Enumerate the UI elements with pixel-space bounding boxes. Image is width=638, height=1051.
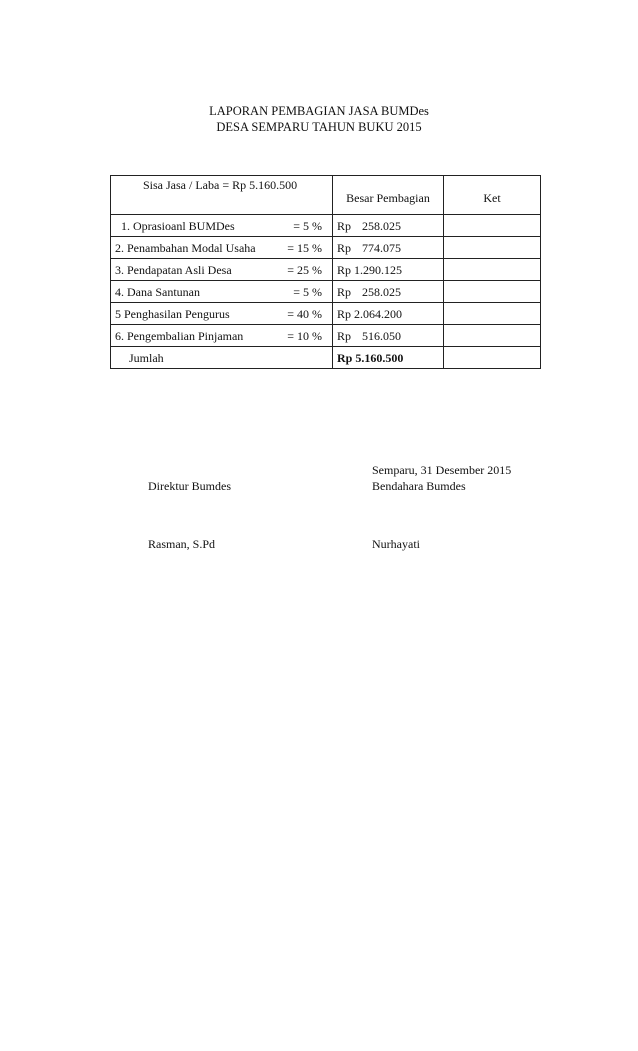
row-amount: 516.050 bbox=[362, 328, 401, 343]
total-label: Jumlah bbox=[129, 350, 164, 365]
header-besar-pembagian: Besar Pembagian bbox=[333, 176, 444, 215]
row-label-cell bbox=[111, 259, 333, 281]
row-amount-cell bbox=[333, 215, 444, 237]
header-ket: Ket bbox=[444, 176, 541, 215]
row-currency: Rp bbox=[337, 306, 352, 321]
row-amount-cell bbox=[333, 281, 444, 303]
row-percent: = 40 % bbox=[287, 306, 322, 321]
report-subtitle: DESA SEMPARU TAHUN BUKU 2015 bbox=[216, 120, 422, 134]
distribution-table bbox=[110, 175, 541, 369]
left-signatory-role: Direktur Bumdes bbox=[148, 479, 231, 493]
row-amount-cell bbox=[333, 237, 444, 259]
table-total-row bbox=[111, 347, 541, 369]
row-percent: = 25 % bbox=[287, 262, 322, 277]
row-ket bbox=[444, 215, 541, 237]
row-label-cell bbox=[111, 215, 333, 237]
row-amount-cell bbox=[333, 259, 444, 281]
row-label-cell bbox=[111, 281, 333, 303]
row-label: 5 Penghasilan Pengurus bbox=[115, 306, 230, 321]
row-ket bbox=[444, 325, 541, 347]
row-amount-cell bbox=[333, 325, 444, 347]
total-label-cell bbox=[111, 347, 333, 369]
header-sisa-jasa: Sisa Jasa / Laba = Rp 5.160.500 bbox=[111, 176, 333, 215]
row-label-cell bbox=[111, 237, 333, 259]
right-signatory-role: Bendahara Bumdes bbox=[372, 479, 466, 493]
row-label: 1. Oprasioanl BUMDes bbox=[121, 218, 235, 233]
report-title: LAPORAN PEMBAGIAN JASA BUMDes bbox=[209, 104, 429, 118]
row-currency: Rp bbox=[337, 240, 352, 255]
row-currency: Rp bbox=[337, 262, 352, 277]
right-signatory-name: Nurhayati bbox=[372, 537, 420, 551]
table-row bbox=[111, 237, 541, 259]
left-signatory-name: Rasman, S.Pd bbox=[148, 537, 216, 551]
row-label: 3. Pendapatan Asli Desa bbox=[115, 262, 232, 277]
row-amount: 2.064.200 bbox=[354, 306, 402, 321]
row-percent: = 5 % bbox=[293, 218, 322, 233]
row-amount-cell bbox=[333, 303, 444, 325]
row-ket bbox=[444, 237, 541, 259]
row-amount: 774.075 bbox=[362, 240, 401, 255]
row-ket bbox=[444, 281, 541, 303]
row-ket bbox=[444, 303, 541, 325]
row-percent: = 10 % bbox=[287, 328, 322, 343]
row-amount: 258.025 bbox=[362, 284, 401, 299]
row-currency: Rp bbox=[337, 328, 352, 343]
row-currency: Rp bbox=[337, 284, 352, 299]
row-label: 4. Dana Santunan bbox=[115, 284, 200, 299]
row-label-cell bbox=[111, 303, 333, 325]
table-row bbox=[111, 281, 541, 303]
table-header-row bbox=[111, 176, 541, 215]
row-label-cell bbox=[111, 325, 333, 347]
row-amount: 258.025 bbox=[362, 218, 401, 233]
row-amount: 1.290.125 bbox=[354, 262, 402, 277]
row-label: 2. Penambahan Modal Usaha bbox=[115, 240, 256, 255]
row-percent: = 15 % bbox=[287, 240, 322, 255]
table-row bbox=[111, 215, 541, 237]
row-ket bbox=[444, 259, 541, 281]
row-label: 6. Pengembalian Pinjaman bbox=[115, 328, 244, 343]
place-date: Semparu, 31 Desember 2015 bbox=[372, 463, 512, 477]
table-row bbox=[111, 325, 541, 347]
row-currency: Rp bbox=[337, 218, 352, 233]
row-percent: = 5 % bbox=[293, 284, 322, 299]
total-amount-cell bbox=[333, 347, 444, 369]
total-ket bbox=[444, 347, 541, 369]
table-row bbox=[111, 303, 541, 325]
table-row bbox=[111, 259, 541, 281]
total-amount: Rp 5.160.500 bbox=[337, 350, 404, 365]
